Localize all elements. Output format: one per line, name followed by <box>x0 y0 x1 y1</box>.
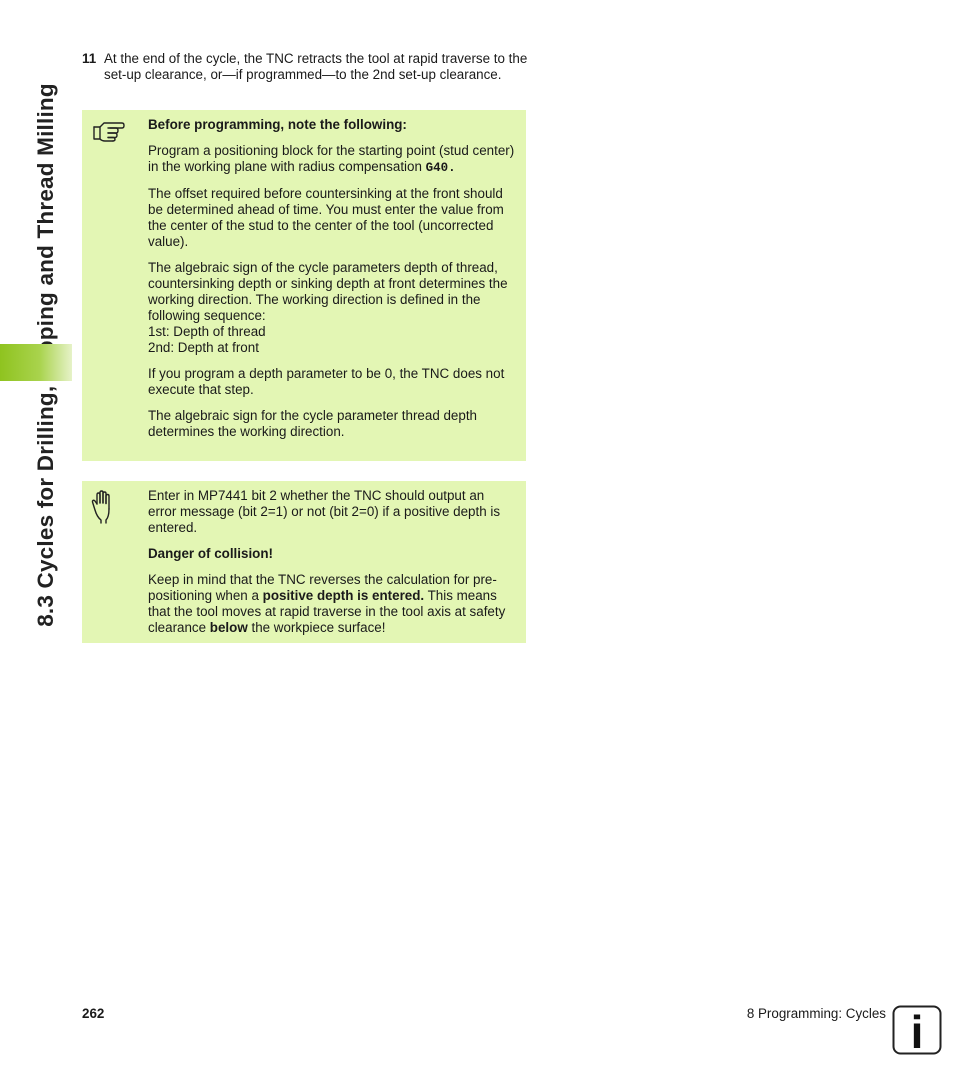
danger-heading: Danger of collision! <box>148 546 273 561</box>
chapter-tab-marker <box>0 344 72 381</box>
bold-positive-depth: positive depth is entered. <box>262 588 425 603</box>
note-paragraph-algebraic-sign: The algebraic sign of the cycle parameters depth of thread, countersinking depth or sinking depth at front determines the working direction. The working direction is defined in the following sequence: 1st: Depth of thread 2nd: Depth at front <box>148 260 508 355</box>
note-paragraph-mp7441: Enter in MP7441 bit 2 whether the TNC should output an error message (bit 2=1) or not (bit 2=0) if a positive depth is entered. <box>148 488 501 535</box>
step-11 <box>82 51 532 83</box>
note-paragraph-collision: Keep in mind that the TNC reverses the calculation for pre-positioning when a positive depth is entered. This means that the tool moves at rapid traverse in the tool axis at safety clearance below the workpiece surface! <box>148 572 506 635</box>
note-collision-warning <box>82 481 526 643</box>
note-before-programming <box>82 110 526 461</box>
page-number: 262 <box>82 1006 105 1021</box>
footer-chapter-title: 8 Programming: Cycles <box>746 1006 886 1021</box>
pointing-hand-icon <box>92 118 126 148</box>
info-badge-letter: i <box>910 1006 924 1055</box>
info-icon <box>892 1005 942 1055</box>
note-paragraph-positioning: Program a positioning block for the starting point (stud center) in the working plane with radius compensation G40. <box>148 143 515 175</box>
step-number: 11 <box>82 51 97 66</box>
bold-below: below <box>209 620 248 635</box>
sequence-item-2: 2nd: Depth at front <box>148 340 259 355</box>
code-g40: G40 <box>425 161 449 175</box>
note-heading: Before programming, note the following: <box>148 117 407 132</box>
sequence-item-1: 1st: Depth of thread <box>148 324 266 339</box>
note-paragraph-working-direction: The algebraic sign for the cycle parameter thread depth determines the working direction. <box>148 408 477 439</box>
raised-hand-icon <box>91 490 115 528</box>
note-paragraph-offset: The offset required before countersinking at the front should be determined ahead of time. You must enter the value from the center of the stud to the center of the tool (uncorrected value). <box>148 186 504 249</box>
note-paragraph-zero-depth: If you program a depth parameter to be 0, the TNC does not execute that step. <box>148 366 505 397</box>
step-text: At the end of the cycle, the TNC retracts the tool at rapid traverse to the set-up clearance, or—if programmed—to the 2nd set-up clearance. <box>104 51 528 82</box>
